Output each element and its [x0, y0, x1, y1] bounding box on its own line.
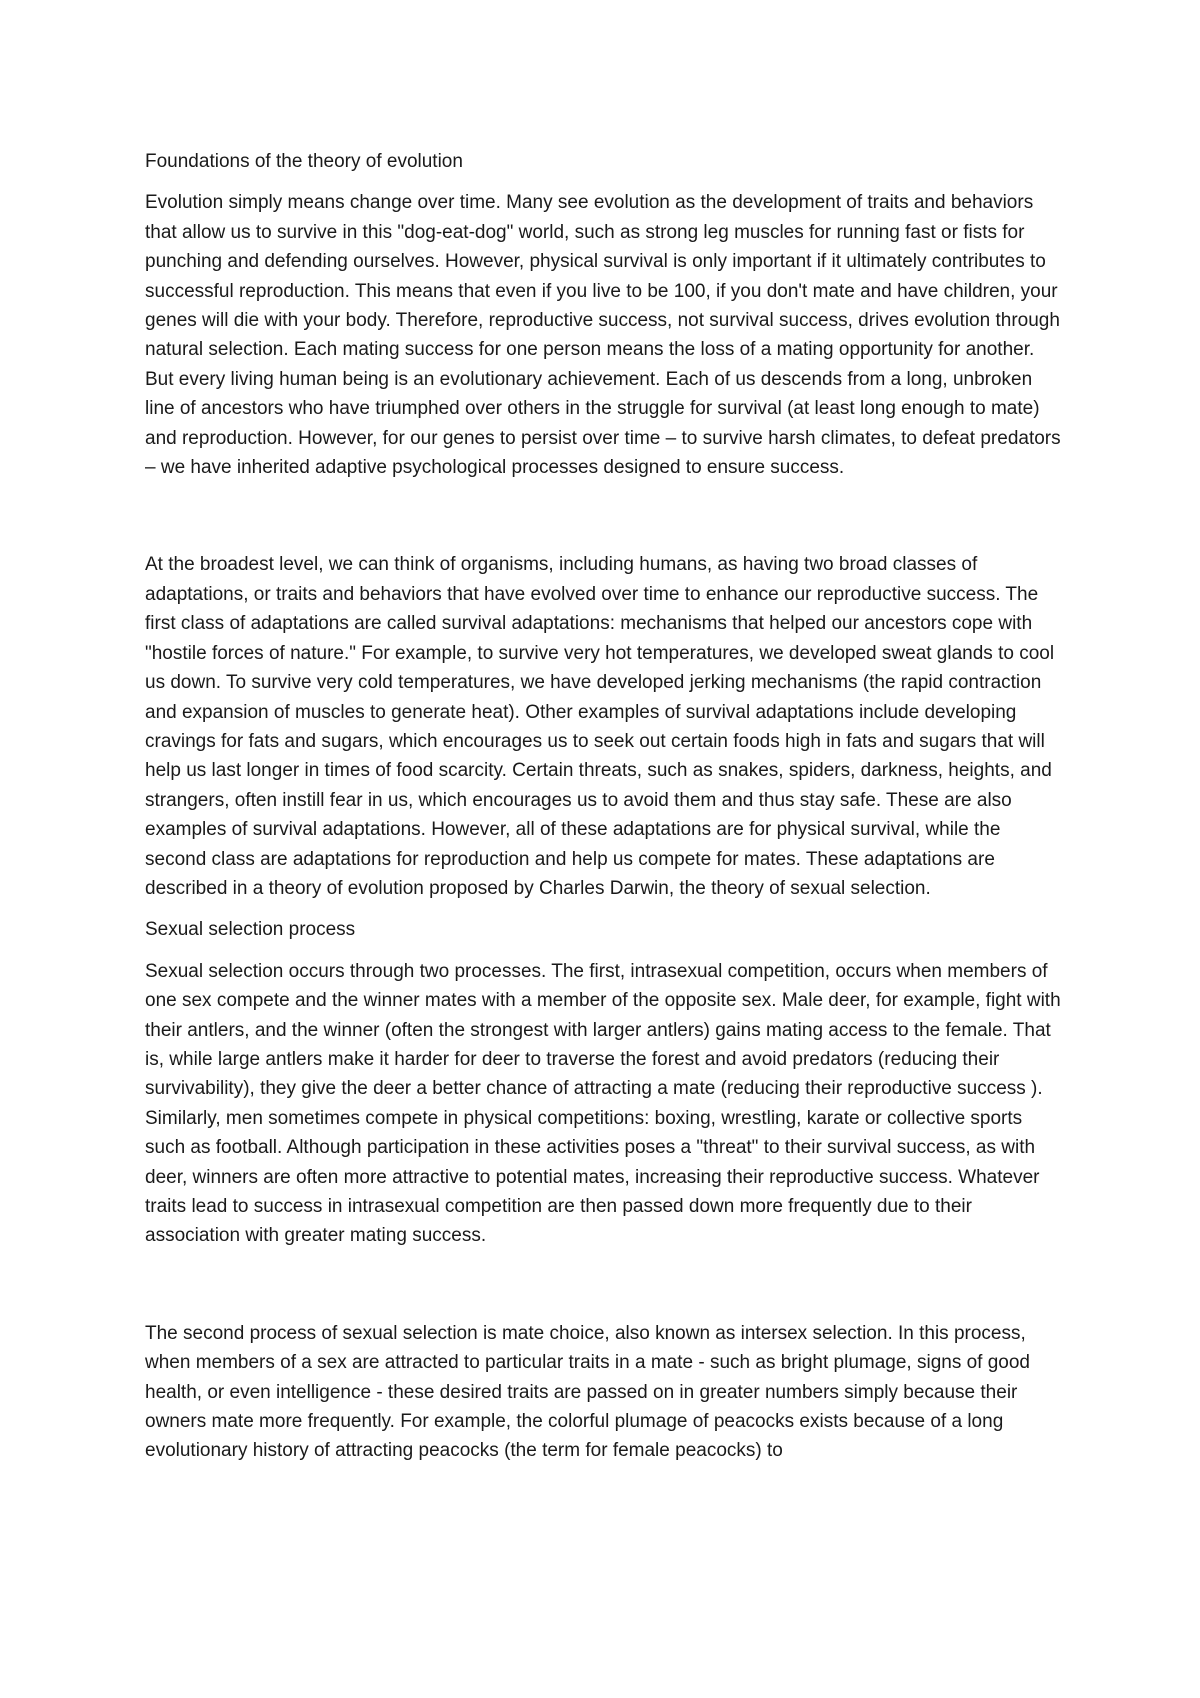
blank-line: [145, 494, 1065, 550]
blank-line: [145, 1263, 1065, 1319]
paragraph-intrasexual-competition: Sexual selection occurs through two processes. The first, intrasexual competition, occurs when members of one sex compete and the winner mates with a member of the opposite sex. Male deer, for example, fight with their antlers, and the winner (often the strongest with larger antlers) gains mating access to the female. That is, while large antlers make it harder for deer to traverse the forest and avoid predators (reducing their survivability), they give the deer a better chance of attracting a mate (reducing their reproductive success ). Similarly, men sometimes compete in physical competitions: boxing, wrestling, karate or collective sports such as football. Although participation in these activities poses a "threat" to their survival success, as with deer, winners are often more attractive to potential mates, increasing their reproductive success. Whatever traits lead to success in intrasexual competition are then passed down more frequently due to their association with greater mating success.: [145, 960, 1061, 1247]
section-heading-sexual-selection: Sexual selection process: [145, 919, 356, 941]
document-body: [145, 147, 1065, 1478]
section-heading-foundations: Foundations of the theory of evolution: [145, 151, 463, 172]
paragraph-evolution-intro: Evolution simply means change over time. Many see evolution as the development of traits and behaviors that allow us to survive in this "dog-eat-dog" world, such as strong leg muscles for running fast or fists for punching and defending ourselves. However, physical survival is only important if it ultimately contributes to successful reproduction. This means that even if you live to be 100, if you don't mate and have children, your genes will die with your body. Therefore, reproductive success, not survival success, drives evolution through natural selection. Each mating success for one person means the loss of a mating opportunity for another. But every living human being is an evolutionary achievement. Each of us descends from a long, unbroken line of ancestors who have triumphed over others in the struggle for survival (at least long enough to mate) and reproduction. However, for our genes to persist over time – to survive harsh climates, to defeat predators – we have inherited adaptive psychological processes designed to ensure success.: [145, 192, 1061, 479]
paragraph-mate-choice: The second process of sexual selection is mate choice, also known as intersex selection. In this process, when members of a sex are attracted to particular traits in a mate - such as bright plumage, signs of good health, or even intelligence - these desired traits are passed on in greater numbers simply because their owners mate more frequently. For example, the colorful plumage of peacocks exists because of a long evolutionary history of attracting peacocks (the term for female peacocks) to: [145, 1322, 1030, 1462]
paragraph-adaptations: At the broadest level, we can think of organisms, including humans, as having two broad classes of adaptations, or traits and behaviors that have evolved over time to enhance our reproductive success. The first class of adaptations are called survival adaptations: mechanisms that helped our ancestors cope with "hostile forces of nature." For example, to survive very hot temperatures, we developed sweat glands to cool us down. To survive very cold temperatures, we have developed jerking mechanisms (the rapid contraction and expansion of muscles to generate heat). Other examples of survival adaptations include developing cravings for fats and sugars, which encourages us to seek out certain foods high in fats and sugars that will help us last longer in times of food scarcity. Certain threats, such as snakes, spiders, darkness, heights, and strangers, often instill fear in us, which encourages us to avoid them and thus stay safe. These are also examples of survival adaptations. However, all of these adaptations are for physical survival, while the second class are adaptations for reproduction and help us compete for mates. These adaptations are described in a theory of evolution proposed by Charles Darwin, the theory of sexual selection.: [145, 554, 1055, 899]
